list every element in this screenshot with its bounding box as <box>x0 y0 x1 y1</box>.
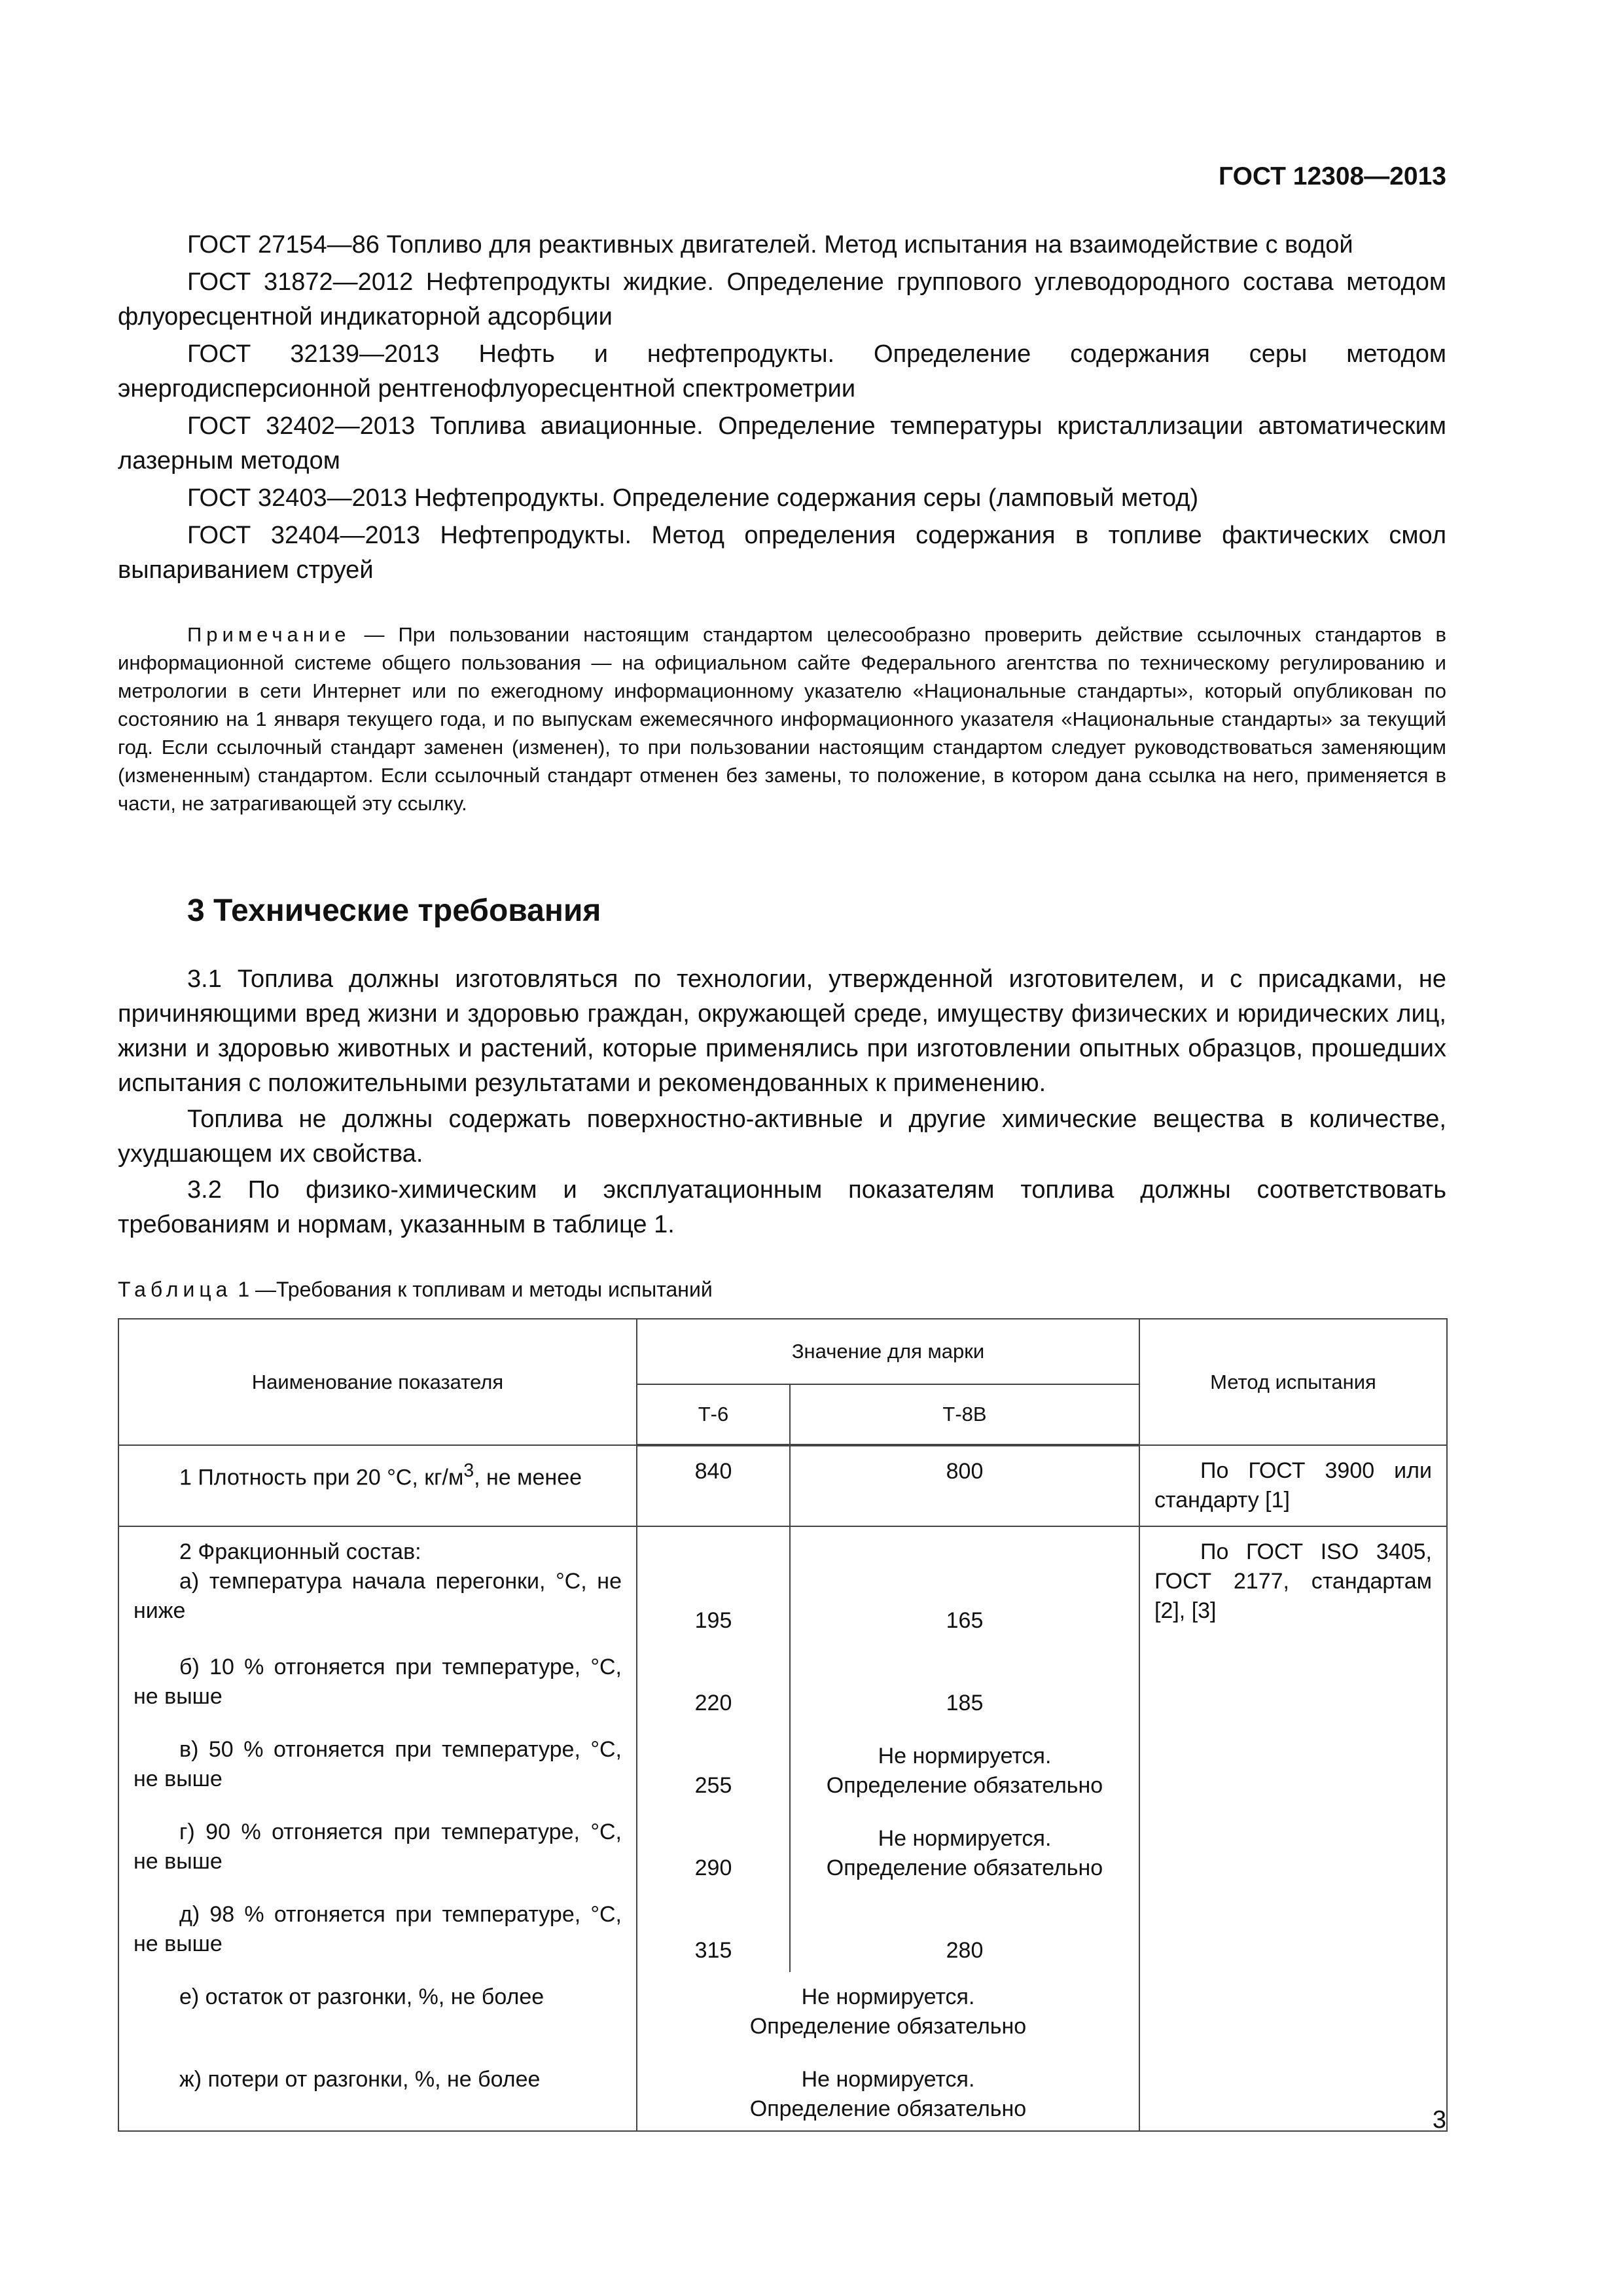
row-t6: 195 <box>637 1526 790 1642</box>
note <box>118 620 1446 817</box>
row-t8v: 280 <box>790 1890 1139 1972</box>
row-method: По ГОСТ ISO 3405, ГОСТ 2177, стандартам [2], [3] <box>1139 1526 1447 2131</box>
header-method: Метод испытания <box>1139 1319 1447 1445</box>
header-t6: Т-6 <box>637 1384 790 1445</box>
row-t8v: 800 <box>790 1445 1139 1526</box>
reference-item: ГОСТ 32402—2013 Топлива авиационные. Определение температуры кристаллизации автоматическим лазерным методом <box>118 412 1446 475</box>
row-t8v: 185 <box>790 1642 1139 1725</box>
row-t8v: Не нормируется. Определение обязательно <box>790 1807 1139 1890</box>
normative-references <box>118 228 1446 590</box>
row-name: е) остаток от разгонки, %, не более <box>118 1972 637 2054</box>
page-number: 3 <box>1432 2106 1446 2134</box>
standard-header: ГОСТ 12308—2013 <box>1219 162 1446 190</box>
row-t8v: 165 <box>790 1526 1139 1642</box>
note-text: — При пользовании настоящим стандартом целесообразно проверить действие ссылочных стандартов в информационной системе общего пользования — на официальном сайте Федерального агентства по техническому регулированию и метрологии в сети Интернет или по ежегодному информационному указателю «Национальные стандарты», который опубликован по состоянию на 1 января текущего года, и по выпускам ежемесячного информационного указателя «Национальные стандарты» за текущий год. Если ссылочный стандарт заменен (изменен), то при пользовании настоящим стандартом следует руководствоваться заменяющим (измененным) стандартом. Если ссылочный стандарт отменен без замены, то положение, в котором дана ссылка на него, применяется в части, не затрагивающей эту ссылку. <box>118 623 1446 815</box>
row-name: 2 Фракционный состав: а) температура начала перегонки, °С, не ниже <box>118 1526 637 1642</box>
header-name: Наименование показателя <box>118 1319 637 1445</box>
document-page <box>118 0 1446 2296</box>
row-name: в) 50 % отгоняется при температуре, °С, не выше <box>118 1725 637 1807</box>
row-t6: 290 <box>637 1807 790 1890</box>
row-merged-value: Не нормируется. Определение обязательно <box>637 1972 1139 2054</box>
reference-item: ГОСТ 32403—2013 Нефтепродукты. Определение содержания серы (ламповый метод) <box>187 484 1199 512</box>
row-t6: 220 <box>637 1642 790 1725</box>
row-t8v: Не нормируется. Определение обязательно <box>790 1725 1139 1807</box>
row-name: д) 98 % отгоняется при температуре, °С, не выше <box>118 1890 637 1972</box>
table-row <box>118 1526 1447 1642</box>
section-body <box>118 962 1446 1244</box>
row-name: б) 10 % отгоняется при температуре, °С, не выше <box>118 1642 637 1725</box>
row-name: ж) потери от разгонки, %, не более <box>118 2054 637 2131</box>
table-row <box>118 1445 1447 1526</box>
table-caption-text: 1 —Требования к топливам и методы испытаний <box>238 1278 713 1301</box>
section-title: 3 Технические требования <box>187 893 601 928</box>
table-caption-label: Таблица <box>118 1278 232 1301</box>
reference-item: ГОСТ 32404—2013 Нефтепродукты. Метод определения содержания в топливе фактических смол выпариванием струей <box>118 522 1446 584</box>
reference-item: ГОСТ 32139—2013 Нефть и нефтепродукты. Определение содержания серы методом энергодисперсионной рентгенофлуоресцентной спектрометрии <box>118 340 1446 403</box>
note-label: Примечание <box>187 623 351 646</box>
row-name: 1 Плотность при 20 °С, $кг/м^3$, не менее <box>118 1445 637 1526</box>
row-t6: 315 <box>637 1890 790 1972</box>
paragraph: 3.2 По физико-химическим и эксплуатационным показателям топлива должны соответствовать требованиям и нормам, указанным в таблице 1. <box>118 1176 1446 1238</box>
paragraph: Топлива не должны содержать поверхностно-активные и другие химические вещества в количестве, ухудшающем их свойства. <box>118 1105 1446 1168</box>
table-caption <box>118 1278 713 1302</box>
header-value-group: Значение для марки <box>637 1319 1139 1384</box>
row-t6: 255 <box>637 1725 790 1807</box>
row-t6: 840 <box>637 1445 790 1526</box>
reference-item: ГОСТ 27154—86 Топливо для реактивных двигателей. Метод испытания на взаимодействие с водой <box>187 231 1353 259</box>
row-method: По ГОСТ 3900 или стандарту [1] <box>1139 1445 1447 1526</box>
row-name: г) 90 % отгоняется при температуре, °С, не выше <box>118 1807 637 1890</box>
row-merged-value: Не нормируется. Определение обязательно <box>637 2054 1139 2131</box>
header-t8v: Т-8В <box>790 1384 1139 1445</box>
reference-item: ГОСТ 31872—2012 Нефтепродукты жидкие. Определение группового углеводородного состава методом флуоресцентной индикаторной адсорбции <box>118 268 1446 331</box>
paragraph: 3.1 Топлива должны изготовляться по технологии, утвержденной изготовителем, и с присадками, не причиняющими вред жизни и здоровью граждан, окружающей среде, имуществу физических и юридических лиц, жизни и здоровью животных и растений, которые применялись при изготовлении опытных образцов, прошедших испытания с положительными результатами и рекомендованных к применению. <box>118 965 1446 1097</box>
requirements-table <box>118 1318 1448 2132</box>
